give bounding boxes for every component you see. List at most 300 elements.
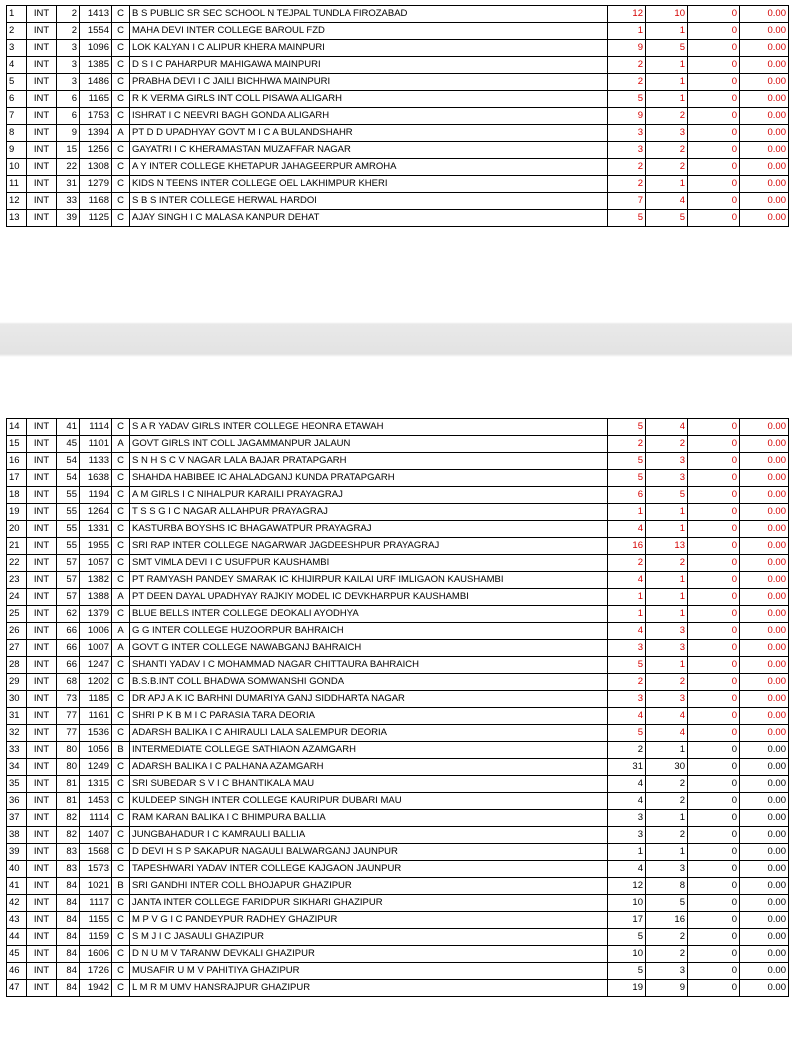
count-c-cell: 0: [688, 725, 740, 742]
count-a-cell: 31: [608, 759, 646, 776]
count-a-cell: 3: [608, 142, 646, 159]
count-c-cell: 0: [688, 504, 740, 521]
document-page-2: [0, 357, 792, 1037]
table-row: [7, 810, 789, 827]
school-code-cell: 1249: [80, 759, 112, 776]
type-cell: INT: [27, 776, 57, 793]
amount-cell: 0.00: [740, 108, 789, 125]
count-a-cell: 5: [608, 929, 646, 946]
row-number: 21: [7, 538, 27, 555]
type-cell: INT: [27, 946, 57, 963]
amount-cell: 0.00: [740, 23, 789, 40]
row-number: 24: [7, 589, 27, 606]
table-row: [7, 176, 789, 193]
count-a-cell: 4: [608, 793, 646, 810]
row-number: 42: [7, 895, 27, 912]
school-name-cell: LOK KALYAN I C ALIPUR KHERA MAINPURI: [130, 40, 608, 57]
category-cell: C: [112, 74, 130, 91]
count-a-cell: 4: [608, 572, 646, 589]
count-a-cell: 12: [608, 878, 646, 895]
amount-cell: 0.00: [740, 57, 789, 74]
school-code-cell: 1155: [80, 912, 112, 929]
amount-cell: 0.00: [740, 861, 789, 878]
category-cell: A: [112, 623, 130, 640]
table-row: [7, 759, 789, 776]
table-row: [7, 980, 789, 997]
amount-cell: 0.00: [740, 810, 789, 827]
row-number: 6: [7, 91, 27, 108]
school-name-cell: GOVT G INTER COLLEGE NAWABGANJ BAHRAICH: [130, 640, 608, 657]
table-row: [7, 159, 789, 176]
school-code-cell: 1125: [80, 210, 112, 227]
school-name-cell: SHANTI YADAV I C MOHAMMAD NAGAR CHITTAURA BAHRAICH: [130, 657, 608, 674]
district-code-cell: 66: [57, 640, 80, 657]
district-code-cell: 84: [57, 980, 80, 997]
school-code-cell: 1279: [80, 176, 112, 193]
count-a-cell: 2: [608, 159, 646, 176]
school-name-cell: A Y INTER COLLEGE KHETAPUR JAHAGEERPUR AMROHA: [130, 159, 608, 176]
count-c-cell: 0: [688, 142, 740, 159]
category-cell: C: [112, 23, 130, 40]
amount-cell: 0.00: [740, 912, 789, 929]
amount-cell: 0.00: [740, 895, 789, 912]
type-cell: INT: [27, 572, 57, 589]
row-number: 28: [7, 657, 27, 674]
category-cell: C: [112, 895, 130, 912]
type-cell: INT: [27, 91, 57, 108]
count-b-cell: 3: [646, 861, 688, 878]
table-row: [7, 142, 789, 159]
count-c-cell: 0: [688, 912, 740, 929]
type-cell: INT: [27, 708, 57, 725]
row-number: 10: [7, 159, 27, 176]
amount-cell: 0.00: [740, 504, 789, 521]
count-b-cell: 1: [646, 74, 688, 91]
count-a-cell: 3: [608, 640, 646, 657]
school-name-cell: RAM KARAN BALIKA I C BHIMPURA BALLIA: [130, 810, 608, 827]
document-page-1: [0, 0, 792, 262]
category-cell: C: [112, 708, 130, 725]
count-b-cell: 9: [646, 980, 688, 997]
row-number: 30: [7, 691, 27, 708]
school-name-cell: ADARSH BALIKA I C PALHANA AZAMGARH: [130, 759, 608, 776]
table-row: [7, 844, 789, 861]
category-cell: C: [112, 929, 130, 946]
amount-cell: 0.00: [740, 623, 789, 640]
school-code-cell: 1101: [80, 436, 112, 453]
count-a-cell: 3: [608, 810, 646, 827]
category-cell: C: [112, 810, 130, 827]
district-code-cell: 45: [57, 436, 80, 453]
type-cell: INT: [27, 40, 57, 57]
row-number: 5: [7, 74, 27, 91]
school-code-cell: 1056: [80, 742, 112, 759]
count-b-cell: 4: [646, 708, 688, 725]
count-c-cell: 0: [688, 91, 740, 108]
amount-cell: 0.00: [740, 159, 789, 176]
count-b-cell: 2: [646, 674, 688, 691]
type-cell: INT: [27, 193, 57, 210]
school-name-cell: AJAY SINGH I C MALASA KANPUR DEHAT: [130, 210, 608, 227]
school-code-cell: 1955: [80, 538, 112, 555]
school-code-cell: 1057: [80, 555, 112, 572]
row-number: 20: [7, 521, 27, 538]
count-a-cell: 4: [608, 861, 646, 878]
amount-cell: 0.00: [740, 419, 789, 436]
count-a-cell: 5: [608, 657, 646, 674]
count-c-cell: 0: [688, 691, 740, 708]
category-cell: C: [112, 555, 130, 572]
table-row: [7, 487, 789, 504]
count-c-cell: 0: [688, 23, 740, 40]
category-cell: C: [112, 6, 130, 23]
count-b-cell: 3: [646, 963, 688, 980]
count-b-cell: 3: [646, 623, 688, 640]
school-name-cell: KASTURBA BOYSHS IC BHAGAWATPUR PRAYAGRAJ: [130, 521, 608, 538]
district-code-cell: 57: [57, 555, 80, 572]
table-row: [7, 555, 789, 572]
district-code-cell: 82: [57, 827, 80, 844]
type-cell: INT: [27, 108, 57, 125]
school-name-cell: BLUE BELLS INTER COLLEGE DEOKALI AYODHYA: [130, 606, 608, 623]
count-c-cell: 0: [688, 74, 740, 91]
district-code-cell: 84: [57, 946, 80, 963]
school-code-cell: 1388: [80, 589, 112, 606]
category-cell: A: [112, 640, 130, 657]
count-b-cell: 2: [646, 159, 688, 176]
category-cell: C: [112, 793, 130, 810]
count-b-cell: 2: [646, 946, 688, 963]
count-a-cell: 2: [608, 176, 646, 193]
district-code-cell: 83: [57, 861, 80, 878]
type-cell: INT: [27, 878, 57, 895]
type-cell: INT: [27, 176, 57, 193]
table-row: [7, 419, 789, 436]
school-code-cell: 1407: [80, 827, 112, 844]
category-cell: C: [112, 57, 130, 74]
type-cell: INT: [27, 674, 57, 691]
table-row: [7, 125, 789, 142]
category-cell: C: [112, 504, 130, 521]
table-row: [7, 40, 789, 57]
amount-cell: 0.00: [740, 776, 789, 793]
school-name-cell: SHAHDA HABIBEE IC AHALADGANJ KUNDA PRATAPGARH: [130, 470, 608, 487]
count-b-cell: 2: [646, 827, 688, 844]
school-name-cell: SRI SUBEDAR S V I C BHANTIKALA MAU: [130, 776, 608, 793]
row-number: 44: [7, 929, 27, 946]
school-name-cell: PT D D UPADHYAY GOVT M I C A BULANDSHAHR: [130, 125, 608, 142]
table-row: [7, 470, 789, 487]
district-code-cell: 62: [57, 606, 80, 623]
district-code-cell: 6: [57, 108, 80, 125]
type-cell: INT: [27, 453, 57, 470]
school-name-cell: A M GIRLS I C NIHALPUR KARAILI PRAYAGRAJ: [130, 487, 608, 504]
count-b-cell: 2: [646, 436, 688, 453]
district-code-cell: 57: [57, 572, 80, 589]
table-row: [7, 946, 789, 963]
table-row: [7, 657, 789, 674]
table-row: [7, 708, 789, 725]
school-name-cell: KULDEEP SINGH INTER COLLEGE KAURIPUR DUBARI MAU: [130, 793, 608, 810]
district-code-cell: 3: [57, 57, 80, 74]
count-a-cell: 1: [608, 844, 646, 861]
row-number: 1: [7, 6, 27, 23]
count-b-cell: 1: [646, 589, 688, 606]
category-cell: C: [112, 691, 130, 708]
district-code-cell: 77: [57, 708, 80, 725]
amount-cell: 0.00: [740, 91, 789, 108]
count-a-cell: 5: [608, 725, 646, 742]
school-name-cell: S N H S C V NAGAR LALA BAJAR PRATAPGARH: [130, 453, 608, 470]
count-a-cell: 5: [608, 470, 646, 487]
table-row: [7, 589, 789, 606]
district-code-cell: 81: [57, 793, 80, 810]
school-code-cell: 1453: [80, 793, 112, 810]
district-code-cell: 39: [57, 210, 80, 227]
school-name-cell: GAYATRI I C KHERAMASTAN MUZAFFAR NAGAR: [130, 142, 608, 159]
amount-cell: 0.00: [740, 572, 789, 589]
count-c-cell: 0: [688, 895, 740, 912]
count-a-cell: 9: [608, 108, 646, 125]
school-name-cell: L M R M UMV HANSRAJPUR GHAZIPUR: [130, 980, 608, 997]
school-name-cell: SMT VIMLA DEVI I C USUFPUR KAUSHAMBI: [130, 555, 608, 572]
count-a-cell: 1: [608, 589, 646, 606]
count-c-cell: 0: [688, 555, 740, 572]
school-name-cell: DR APJ A K IC BARHNI DUMARIYA GANJ SIDDHARTA NAGAR: [130, 691, 608, 708]
row-number: 36: [7, 793, 27, 810]
type-cell: INT: [27, 74, 57, 91]
row-number: 34: [7, 759, 27, 776]
count-c-cell: 0: [688, 980, 740, 997]
count-a-cell: 6: [608, 487, 646, 504]
category-cell: C: [112, 521, 130, 538]
table-body: [7, 419, 789, 997]
school-code-cell: 1006: [80, 623, 112, 640]
count-b-cell: 5: [646, 895, 688, 912]
school-code-cell: 1382: [80, 572, 112, 589]
school-code-cell: 1536: [80, 725, 112, 742]
row-number: 33: [7, 742, 27, 759]
count-c-cell: 0: [688, 708, 740, 725]
amount-cell: 0.00: [740, 40, 789, 57]
district-code-cell: 82: [57, 810, 80, 827]
type-cell: INT: [27, 963, 57, 980]
count-a-cell: 12: [608, 6, 646, 23]
school-code-cell: 1133: [80, 453, 112, 470]
school-name-cell: INTERMEDIATE COLLEGE SATHIAON AZAMGARH: [130, 742, 608, 759]
type-cell: INT: [27, 589, 57, 606]
school-code-cell: 1942: [80, 980, 112, 997]
row-number: 16: [7, 453, 27, 470]
row-number: 12: [7, 193, 27, 210]
district-code-cell: 31: [57, 176, 80, 193]
count-a-cell: 4: [608, 521, 646, 538]
count-b-cell: 2: [646, 555, 688, 572]
district-code-cell: 57: [57, 589, 80, 606]
district-code-cell: 9: [57, 125, 80, 142]
type-cell: INT: [27, 810, 57, 827]
district-code-cell: 2: [57, 6, 80, 23]
school-code-cell: 1021: [80, 878, 112, 895]
school-name-cell: KIDS N TEENS INTER COLLEGE OEL LAKHIMPUR KHERI: [130, 176, 608, 193]
row-number: 3: [7, 40, 27, 57]
category-cell: C: [112, 572, 130, 589]
category-cell: C: [112, 176, 130, 193]
row-number: 15: [7, 436, 27, 453]
table-row: [7, 193, 789, 210]
table-row: [7, 912, 789, 929]
count-b-cell: 2: [646, 108, 688, 125]
type-cell: INT: [27, 159, 57, 176]
row-number: 41: [7, 878, 27, 895]
count-b-cell: 2: [646, 142, 688, 159]
type-cell: INT: [27, 504, 57, 521]
count-c-cell: 0: [688, 453, 740, 470]
type-cell: INT: [27, 210, 57, 227]
row-number: 7: [7, 108, 27, 125]
count-c-cell: 0: [688, 623, 740, 640]
school-code-cell: 1165: [80, 91, 112, 108]
count-c-cell: 0: [688, 946, 740, 963]
table-row: [7, 742, 789, 759]
category-cell: B: [112, 742, 130, 759]
district-code-cell: 6: [57, 91, 80, 108]
school-name-cell: JUNGBAHADUR I C KAMRAULI BALLIA: [130, 827, 608, 844]
district-code-cell: 73: [57, 691, 80, 708]
count-a-cell: 3: [608, 125, 646, 142]
count-b-cell: 1: [646, 91, 688, 108]
school-code-cell: 1554: [80, 23, 112, 40]
school-name-cell: TAPESHWARI YADAV INTER COLLEGE KAJGAON JAUNPUR: [130, 861, 608, 878]
school-code-cell: 1096: [80, 40, 112, 57]
school-name-cell: SHRI P K B M I C PARASIA TARA DEORIA: [130, 708, 608, 725]
district-code-cell: 22: [57, 159, 80, 176]
district-code-cell: 54: [57, 453, 80, 470]
school-name-cell: S A R YADAV GIRLS INTER COLLEGE HEONRA ETAWAH: [130, 419, 608, 436]
amount-cell: 0.00: [740, 725, 789, 742]
category-cell: C: [112, 193, 130, 210]
category-cell: C: [112, 912, 130, 929]
count-a-cell: 17: [608, 912, 646, 929]
count-a-cell: 4: [608, 623, 646, 640]
count-c-cell: 0: [688, 125, 740, 142]
count-a-cell: 4: [608, 708, 646, 725]
count-b-cell: 4: [646, 193, 688, 210]
row-number: 37: [7, 810, 27, 827]
count-c-cell: 0: [688, 6, 740, 23]
count-a-cell: 5: [608, 210, 646, 227]
count-a-cell: 1: [608, 23, 646, 40]
row-number: 8: [7, 125, 27, 142]
category-cell: C: [112, 674, 130, 691]
row-number: 18: [7, 487, 27, 504]
type-cell: INT: [27, 861, 57, 878]
count-b-cell: 4: [646, 725, 688, 742]
category-cell: C: [112, 827, 130, 844]
school-name-cell: G G INTER COLLEGE HUZOORPUR BAHRAICH: [130, 623, 608, 640]
school-code-cell: 1568: [80, 844, 112, 861]
school-code-cell: 1638: [80, 470, 112, 487]
table-body: [7, 6, 789, 227]
category-cell: C: [112, 946, 130, 963]
table-row: [7, 623, 789, 640]
count-c-cell: 0: [688, 929, 740, 946]
count-c-cell: 0: [688, 57, 740, 74]
count-a-cell: 16: [608, 538, 646, 555]
amount-cell: 0.00: [740, 640, 789, 657]
category-cell: A: [112, 125, 130, 142]
school-name-cell: PT RAMYASH PANDEY SMARAK IC KHIJIRPUR KAILAI URF IMLIGAON KAUSHAMBI: [130, 572, 608, 589]
count-a-cell: 10: [608, 946, 646, 963]
district-code-cell: 3: [57, 74, 80, 91]
school-name-cell: SRI RAP INTER COLLEGE NAGARWAR JAGDEESHPUR PRAYAGRAJ: [130, 538, 608, 555]
district-code-cell: 55: [57, 521, 80, 538]
school-table-page-1: [6, 5, 789, 227]
table-row: [7, 827, 789, 844]
count-b-cell: 1: [646, 23, 688, 40]
amount-cell: 0.00: [740, 193, 789, 210]
count-c-cell: 0: [688, 436, 740, 453]
district-code-cell: 2: [57, 23, 80, 40]
count-a-cell: 2: [608, 674, 646, 691]
type-cell: INT: [27, 725, 57, 742]
table-row: [7, 861, 789, 878]
school-code-cell: 1185: [80, 691, 112, 708]
count-a-cell: 1: [608, 606, 646, 623]
row-number: 47: [7, 980, 27, 997]
school-code-cell: 1573: [80, 861, 112, 878]
amount-cell: 0.00: [740, 878, 789, 895]
school-code-cell: 1315: [80, 776, 112, 793]
school-name-cell: JANTA INTER COLLEGE FARIDPUR SIKHARI GHAZIPUR: [130, 895, 608, 912]
row-number: 40: [7, 861, 27, 878]
district-code-cell: 84: [57, 963, 80, 980]
table-row: [7, 606, 789, 623]
amount-cell: 0.00: [740, 980, 789, 997]
school-name-cell: R K VERMA GIRLS INT COLL PISAWA ALIGARH: [130, 91, 608, 108]
count-c-cell: 0: [688, 470, 740, 487]
school-code-cell: 1394: [80, 125, 112, 142]
school-name-cell: B.S.B.INT COLL BHADWA SOMWANSHI GONDA: [130, 674, 608, 691]
row-number: 14: [7, 419, 27, 436]
category-cell: C: [112, 759, 130, 776]
category-cell: C: [112, 776, 130, 793]
school-code-cell: 1194: [80, 487, 112, 504]
district-code-cell: 15: [57, 142, 80, 159]
school-name-cell: S M J I C JASAULI GHAZIPUR: [130, 929, 608, 946]
row-number: 25: [7, 606, 27, 623]
count-c-cell: 0: [688, 759, 740, 776]
count-b-cell: 10: [646, 6, 688, 23]
district-code-cell: 84: [57, 912, 80, 929]
count-a-cell: 2: [608, 555, 646, 572]
count-b-cell: 1: [646, 606, 688, 623]
count-c-cell: 0: [688, 878, 740, 895]
count-b-cell: 5: [646, 487, 688, 504]
school-name-cell: D DEVI H S P SAKAPUR NAGAULI BALWARGANJ JAUNPUR: [130, 844, 608, 861]
amount-cell: 0.00: [740, 142, 789, 159]
school-name-cell: D N U M V TARANW DEVKALI GHAZIPUR: [130, 946, 608, 963]
row-number: 35: [7, 776, 27, 793]
count-c-cell: 0: [688, 742, 740, 759]
category-cell: C: [112, 487, 130, 504]
school-name-cell: M P V G I C PANDEYPUR RADHEY GHAZIPUR: [130, 912, 608, 929]
category-cell: C: [112, 142, 130, 159]
amount-cell: 0.00: [740, 470, 789, 487]
count-b-cell: 3: [646, 691, 688, 708]
category-cell: C: [112, 159, 130, 176]
count-b-cell: 1: [646, 742, 688, 759]
